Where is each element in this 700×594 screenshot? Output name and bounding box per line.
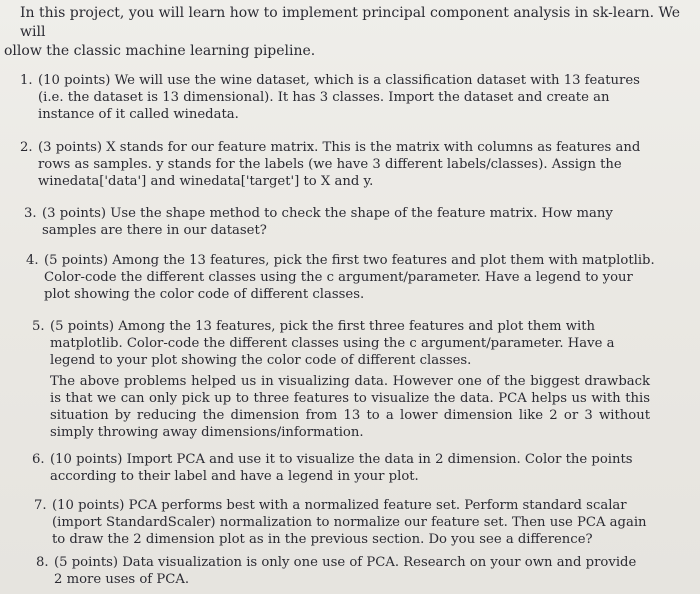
question-text: (5 points) Among the 13 features, pick the first three features and plot them with matplotlib. Color-code the different classes using the c argument/parameter. Have a legend to your plot showing the color code of different classes. (50, 319, 615, 368)
question-item-5 (32, 318, 656, 369)
question-number: 1. (20, 73, 33, 88)
question-number: 6. (32, 452, 45, 467)
question-number: 2. (20, 140, 33, 155)
question-item-6 (32, 451, 652, 485)
interlude-paragraph: The above problems helped us in visualizing data. However one of the biggest drawback is that we can only pick up to three features to visualize the data. PCA helps us with this situation by reducing the dimension from 13 to a lower dimension like 2 or 3 without simply throwing away dimensions/information. (50, 374, 650, 440)
question-item-2 (20, 139, 665, 190)
intro-line-2: ollow the classic machine learning pipeline. (4, 43, 316, 59)
question-text: (3 points) X stands for our feature matrix. This is the matrix with columns as features and rows as samples. y stands for the labels (we have 3 different labels/classes). Assign the winedata['data'] and winedata['target'] to X and y. (38, 140, 641, 189)
question-number: 5. (32, 319, 45, 334)
intro-line-1: In this project, you will learn how to implement principal component analysis in sk-learn. We will (20, 5, 681, 40)
question-text: (10 points) PCA performs best with a normalized feature set. Perform standard scalar (import StandardScaler) normalization to normalize our feature set. Then use PCA again to draw the 2 dimension plot as in the previous section. Do you see a difference? (52, 498, 647, 547)
question-text: (10 points) Import PCA and use it to visualize the data in 2 dimension. Color the points according to their label and have a legend in your plot. (50, 452, 633, 484)
question-number: 4. (26, 253, 39, 268)
question-number: 8. (36, 555, 49, 570)
question-item-8 (36, 554, 648, 588)
question-number: 3. (24, 206, 37, 221)
question-item-4 (26, 252, 656, 303)
question-text: (10 points) We will use the wine dataset, which is a classification dataset with 13 features (i.e. the dataset is 13 dimensional). It has 3 classes. Import the dataset and create an instance of it called winedata. (38, 73, 640, 122)
question-text: (3 points) Use the shape method to check the shape of the feature matrix. How many samples are there in our dataset? (42, 206, 613, 238)
question-text: (5 points) Among the 13 features, pick the first two features and plot them with matplotlib. Color-code the different classes using the c argument/parameter. Have a legend to your plot showing the color code of different classes. (44, 253, 655, 302)
intro-paragraph (4, 4, 684, 61)
question-item-3 (24, 205, 660, 239)
question-number: 7. (34, 498, 47, 513)
question-item-7 (34, 497, 650, 548)
question-item-1 (20, 72, 665, 123)
question-text: (5 points) Data visualization is only one use of PCA. Research on your own and provide 2 more uses of PCA. (54, 555, 637, 587)
